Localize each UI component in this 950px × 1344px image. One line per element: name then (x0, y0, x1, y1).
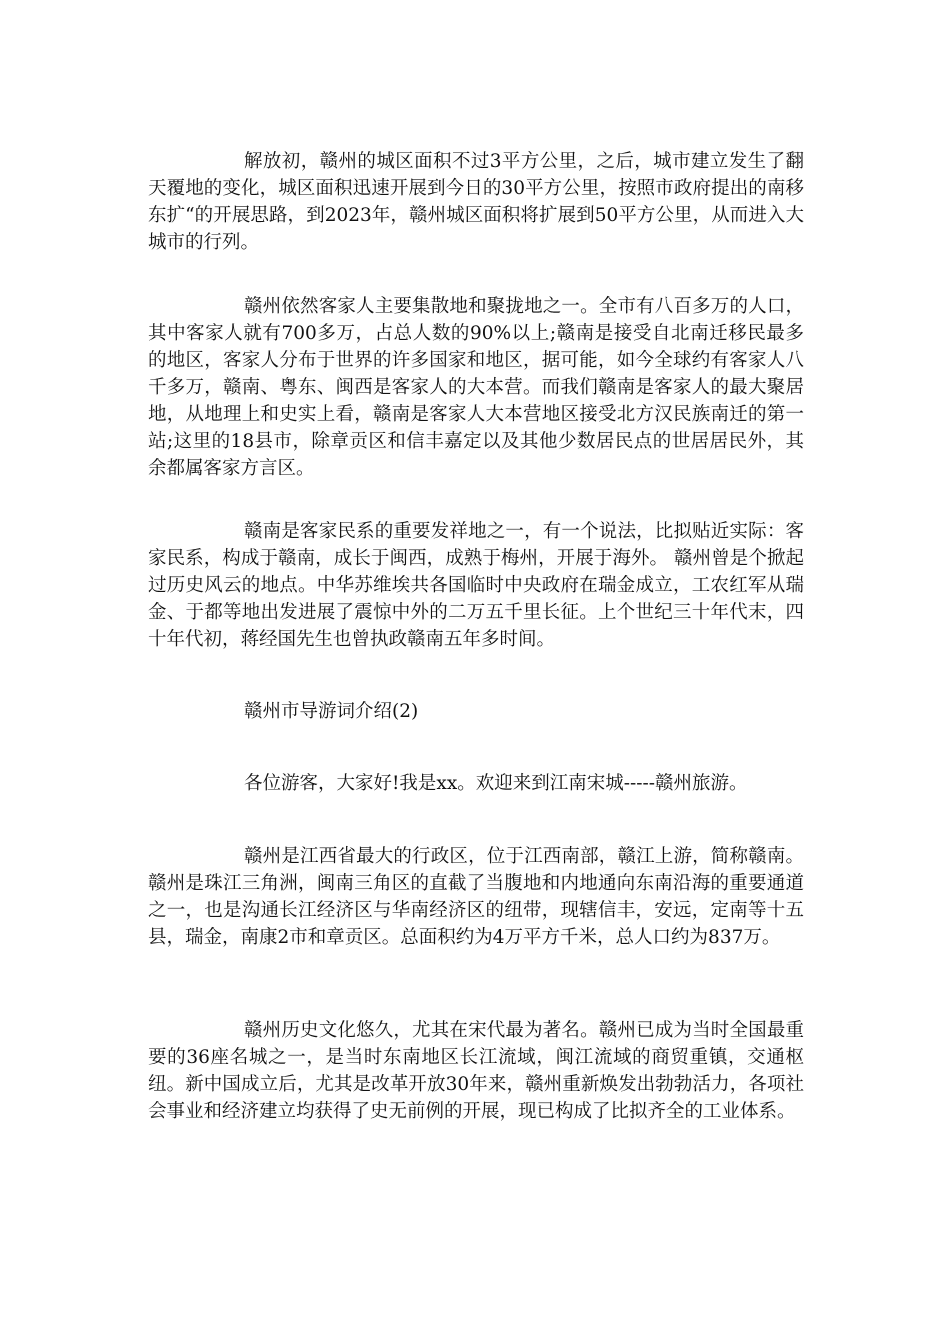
paragraph-hakka-history: 赣南是客家民系的重要发祥地之一，有一个说法，比拟贴近实际：客家民系，构成于赣南，成长于闽西，成熟于梅州，开展于海外。 赣州曾是个掀起过历史风云的地点。中华苏维埃共各国临时中央政府在瑞金成立，工农红军从瑞金、于都等地出发进展了震惊中外的二万五千里长征。上个世纪三十年代末，四十年代初，蒋经国先生也曾执政赣南五年多时间。 (148, 521, 804, 650)
section-heading: 赣州市导游词介绍(2) (244, 701, 419, 722)
paragraph-geography: 赣州是江西省最大的行政区，位于江西南部，赣江上游，简称赣南。赣州是珠江三角洲，闽南三角区的直截了当腹地和内地通向东南沿海的重要通道之一，也是沟通长江经济区与华南经济区的纽带，现辖信丰，安远，定南等十五县，瑞金，南康2市和章贡区。总面积约为4万平方千米，总人口约为837万。 (148, 846, 804, 948)
paragraph-greeting: 各位游客，大家好!我是xx。欢迎来到江南宋城-----赣州旅游。 (244, 773, 748, 794)
paragraph-culture: 赣州历史文化悠久，尤其在宋代最为著名。赣州已成为当时全国最重要的36座名城之一，是当时东南地区长江流域，闽江流域的商贸重镇，交通枢纽。新中国成立后，尤其是改革开放30年来，赣州重新焕发出勃勃活力，各项社会事业和经济建立均获得了史无前例的开展，现已构成了比拟齐全的工业体系。 (148, 1020, 804, 1122)
paragraph-city-area: 解放初，赣州的城区面积不过3平方公里，之后，城市建立发生了翻天覆地的变化，城区面积迅速开展到今日的30平方公里，按照市政府提出的南移东扩“的开展思路，到2023年，赣州城区面积将扩展到50平方公里，从而进入大城市的行列。 (148, 151, 804, 253)
paragraph-hakka-population: 赣州依然客家人主要集散地和聚拢地之一。全市有八百多万的人口，其中客家人就有700多万，占总人数的90%以上;赣南是接受自北南迁移民最多的地区，客家人分布于世界的许多国家和地区，据可能，如今全球约有客家人八千多万，赣南、粤东、闽西是客家人的大本营。而我们赣南是客家人的最大聚居地，从地理上和史实上看，赣南是客家人大本营地区接受北方汉民族南迁的第一站;这里的18县市，除章贡区和信丰嘉定以及其他少数居民点的世居居民外，其余都属客家方言区。 (148, 296, 804, 479)
